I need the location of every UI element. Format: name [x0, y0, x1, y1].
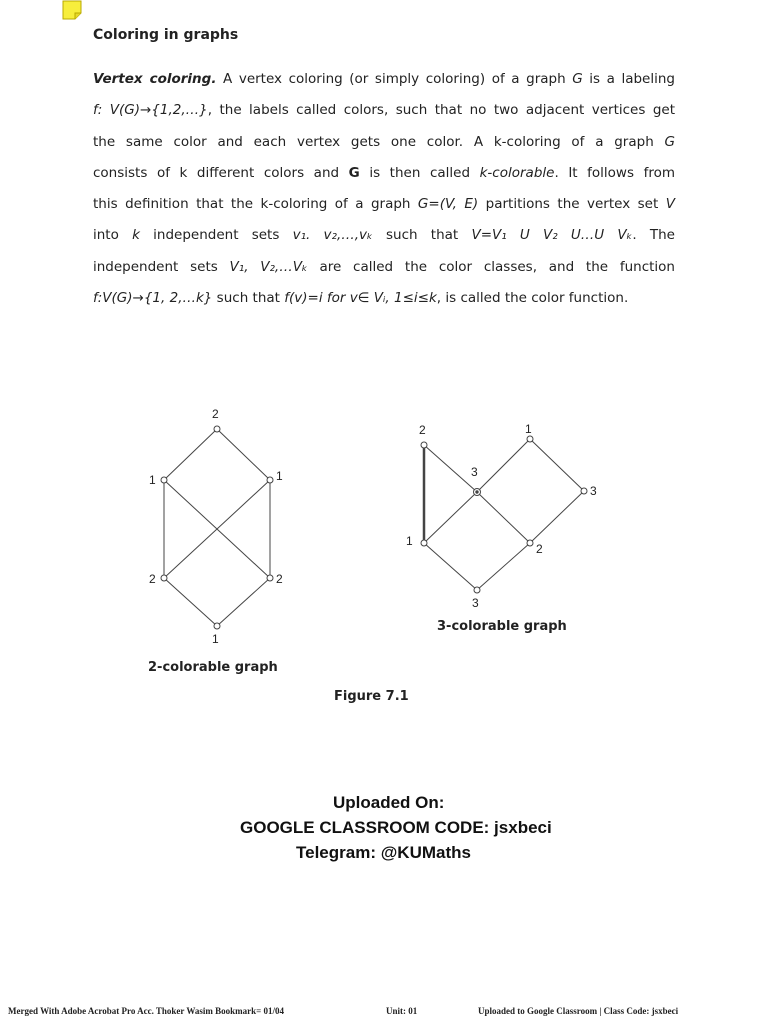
vertex: [421, 540, 427, 546]
vertex-label: 1: [149, 473, 156, 487]
figure-graphs: [0, 395, 768, 715]
vertex-label: 3: [471, 465, 478, 479]
upload-line-2: GOOGLE CLASSROOM CODE: jsxbeci: [240, 818, 552, 837]
edge: [217, 578, 270, 626]
vertex: [474, 587, 480, 593]
caption-2-colorable: 2-colorable graph: [148, 660, 278, 675]
term-k-colorable: k-colorable: [479, 164, 555, 181]
edge: [477, 439, 530, 492]
edge: [424, 492, 477, 543]
graph-right: [421, 436, 587, 593]
vertex: [267, 575, 273, 581]
vertex: [421, 442, 427, 448]
vertex-label: 2: [536, 542, 543, 556]
section-heading: Coloring in graphs: [93, 27, 239, 43]
edge: [477, 492, 530, 543]
vertex-label: 1: [276, 469, 283, 483]
graph-left: [161, 426, 273, 629]
vertex-label: 2: [149, 572, 156, 586]
caption-3-colorable: 3-colorable graph: [437, 619, 567, 634]
footer-left: Merged With Adobe Acrobat Pro Acc. Thoker Wasim Bookmark= 01/04: [8, 1006, 284, 1016]
edge: [530, 439, 584, 491]
vertex: [161, 575, 167, 581]
edge: [164, 429, 217, 480]
vertex: [161, 477, 167, 483]
vertex-label: 1: [212, 632, 219, 646]
vertex: [527, 540, 533, 546]
edge: [530, 491, 584, 543]
vertex-label: 3: [590, 484, 597, 498]
vertex-label: 2: [212, 407, 219, 421]
term-vertex-coloring: Vertex coloring.: [93, 71, 217, 87]
vertex-label: 3: [472, 596, 479, 610]
footer-right: Uploaded to Google Classroom | Class Code: jsxbeci: [478, 1006, 679, 1016]
figure-caption: Figure 7.1: [334, 689, 409, 704]
edge: [477, 543, 530, 590]
edge: [424, 445, 477, 492]
vertex-label: 2: [276, 572, 283, 586]
upload-line-1: Uploaded On:: [333, 793, 445, 812]
sticky-note-icon[interactable]: [62, 0, 82, 20]
vertex: [267, 477, 273, 483]
edge: [164, 578, 217, 626]
definition-paragraph: Vertex coloring. A vertex coloring (or simply coloring) of a graph G is a labeling f: V(G)→{1,2,…}, the labels called colors, such that no two adjacent vertices get the same color and each vertex gets one color. A k-coloring of a graph G consists of k different colors and G is then called k-colorable. It follows from this definition that the k-coloring of a graph G=(V, E) partitions the vertex set V into k independent sets v₁. v₂,…,vₖ such that V=V₁ U V₂ U…U Vₖ. The independent sets V₁, V₂,…Vₖ are called the color classes, and the function f:V(G)→{1, 2,…k} such that f(v)=i for v∈ Vᵢ, 1≤i≤k, is called the color function.: [93, 71, 675, 307]
edge: [424, 543, 477, 590]
vertex: [476, 491, 478, 493]
footer-middle: Unit: 01: [386, 1006, 418, 1016]
vertex: [214, 623, 220, 629]
vertex-label: 1: [525, 422, 532, 436]
vertex-label: 2: [419, 423, 426, 437]
upload-line-3: Telegram: @KUMaths: [296, 843, 471, 862]
vertex: [527, 436, 533, 442]
edge: [217, 429, 270, 480]
vertex: [214, 426, 220, 432]
vertex: [581, 488, 587, 494]
vertex-label: 1: [406, 534, 413, 548]
